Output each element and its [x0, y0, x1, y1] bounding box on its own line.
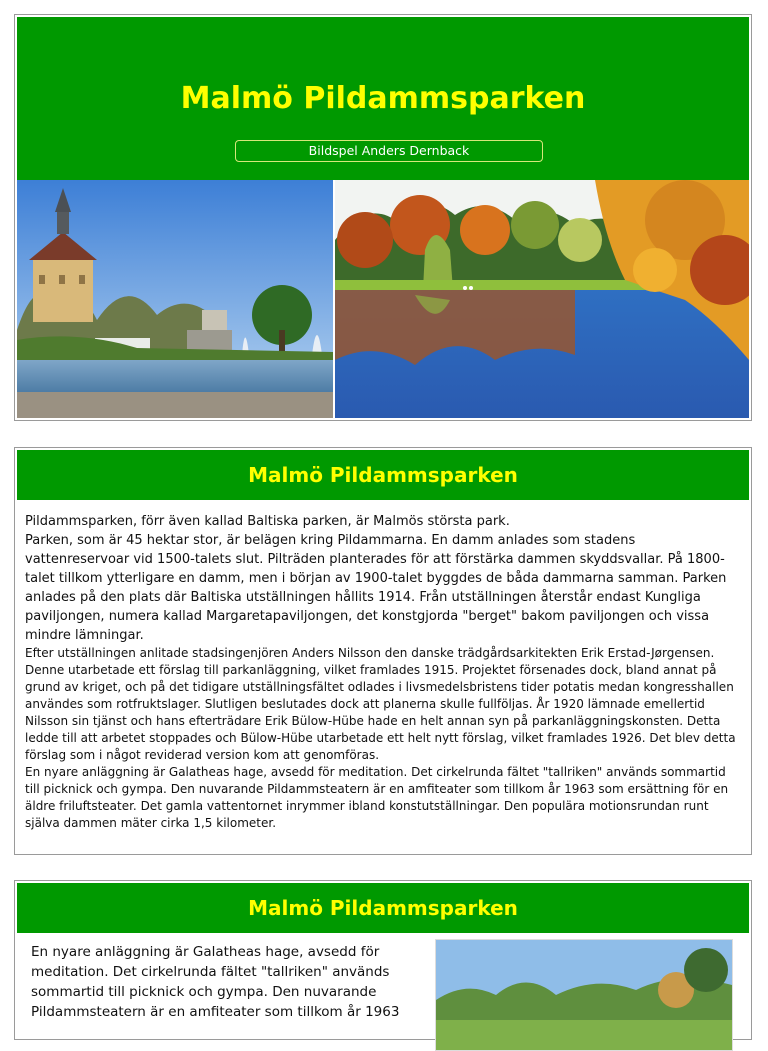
history-paragraph: Parken, som är 45 hektar stor, är belägen kring Pildammarna. En damm anlades som stadens vattenreservoar vid 1500-talets slut. Pilträden planterades för att förstärka dammen skyddsvallar. På 1800-talet tillkom ytterligare en damm, men i början av 1900-talet byggdes de båda dammarna samman. Parken anlades på den plats där Baltiska utställningen hållits 1914. Från utställningen återstår endast Kungliga paviljongen, numera kallad Margaretapaviljongen, det konstgjorda "berget" bakom paviljongen och vissa mindre lämningar.	[25, 533, 727, 643]
section-heading-2: Malmö Pildammsparken	[17, 883, 749, 933]
facilities-paragraph: En nyare anläggning är Galatheas hage, avsedd för meditation. Det cirkelrunda fältet "tallriken" används sommartid till picknick och gympa. Den nuvarande Pildammsteatern är en amfiteater som tillkom år 1963 som ersättning för en äldre friluftsteater. Det gamla vattentornet inrymmer ibland konstutställningar. Den populära motionsrundan runt själva dammen mäter cirka 1,5 kilometer.	[25, 765, 729, 830]
section-heading: Malmö Pildammsparken	[17, 450, 749, 500]
design-paragraph: Efter utställningen anlitade stadsingenjören Anders Nilsson den danske trädgårdsarkitekten Erik Erstad-Jørgensen. Denne utarbetade ett förslag till parkanläggning, vilket framlades 1915. Projektet försenades dock, bland annat på grund av kriget, och på det tidigare utställningsfältet odlades i livsmedelsbristens tider potatis medan kongresshallen användes som rotfruktslager. Slutligen beslutades dock att planerna skulle fullföljas. År 1920 lämnade emellertid Nilsson sin tjänst och hans efterträdare Erik Bülow-Hübe hade en helt annan syn på parkanläggningskonsten. Detta ledde till att arbetet stoppades och Bülow-Hübe utarbetade ett helt nytt förslag, vilket framlades 1926. Det blev detta förslag som i något reviderad version kom att genomföras.	[25, 646, 736, 762]
slideshow-button[interactable]: Bildspel Anders Dernback	[235, 140, 543, 162]
more-text: En nyare anläggning är Galatheas hage, avsedd för meditation. Det cirkelrunda fältet "tallriken" används sommartid till picknick och gympa. Den nuvarande Pildammsteatern är en amfiteater som tillkom år 1963	[31, 944, 400, 1020]
intro-paragraph: Pildammsparken, förr även kallad Baltiska parken, är Malmös största park.	[25, 514, 510, 529]
info-card	[14, 447, 752, 855]
park-photo	[435, 939, 733, 1051]
water-tower-photo	[17, 180, 333, 418]
article-text	[25, 512, 743, 832]
hero-card	[14, 14, 752, 421]
autumn-pond-photo	[335, 180, 749, 418]
hero-header	[17, 17, 749, 180]
more-card	[14, 880, 752, 1040]
page-title: Malmö Pildammsparken	[180, 81, 586, 116]
